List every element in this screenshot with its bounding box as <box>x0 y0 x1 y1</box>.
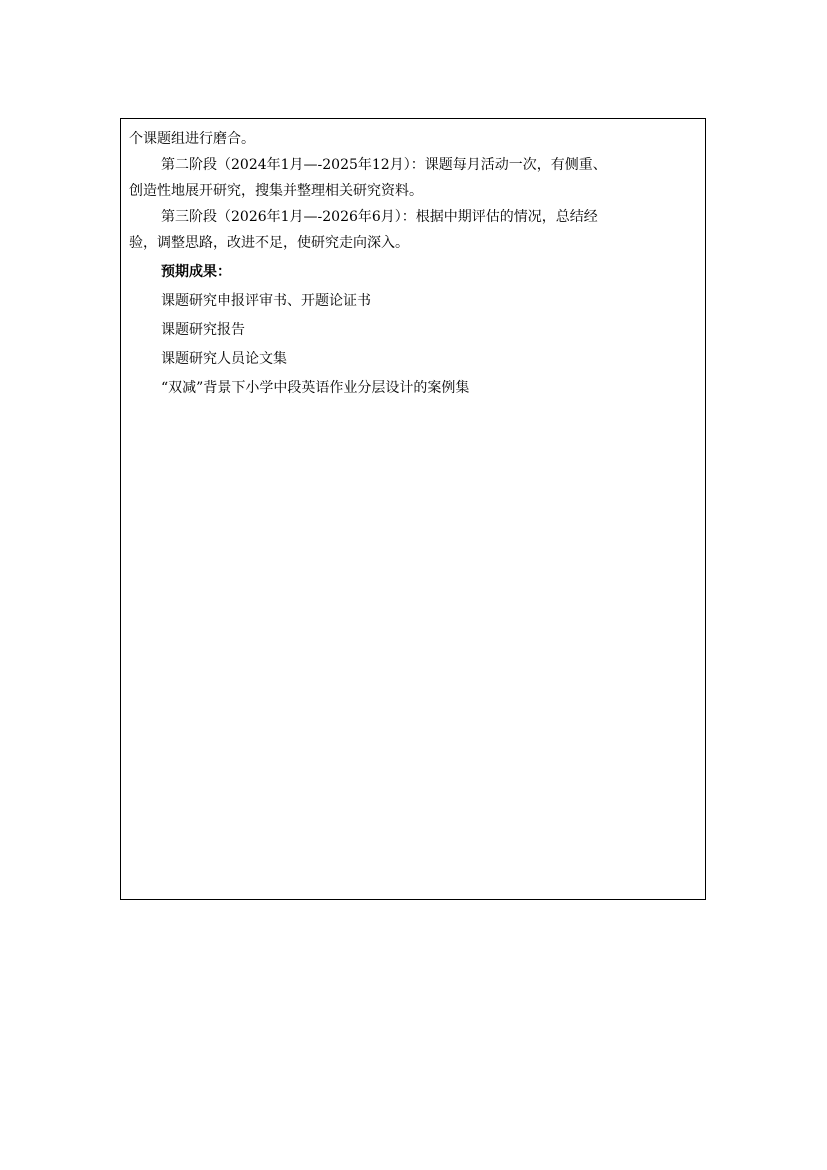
result-item-review-book: 课题研究申报评审书、开题论证书 <box>161 293 371 309</box>
result-item-case-collection: “双减”背景下小学中段英语作业分层设计的案例集 <box>161 380 470 396</box>
expected-results-heading: 预期成果： <box>161 264 231 280</box>
text-line-stage-two: 第二阶段（2024年1月—-2025年12月）：课题每月活动一次，有侧重、 <box>161 157 607 173</box>
text-line-stage-three-cont: 验，调整思路，改进不足，使研究走向深入。 <box>129 235 409 251</box>
text-line-stage-three: 第三阶段（2026年1月—-2026年6月）：根据中期评估的情况，总结经 <box>161 209 598 225</box>
result-item-report: 课题研究报告 <box>161 322 245 338</box>
table-cell-frame <box>120 118 706 900</box>
result-item-papers: 课题研究人员论文集 <box>161 351 287 367</box>
text-line-stage-two-cont: 创造性地展开研究，搜集并整理相关研究资料。 <box>129 183 423 199</box>
cell-content <box>129 125 699 403</box>
text-line-continuation: 个课题组进行磨合。 <box>129 131 255 147</box>
